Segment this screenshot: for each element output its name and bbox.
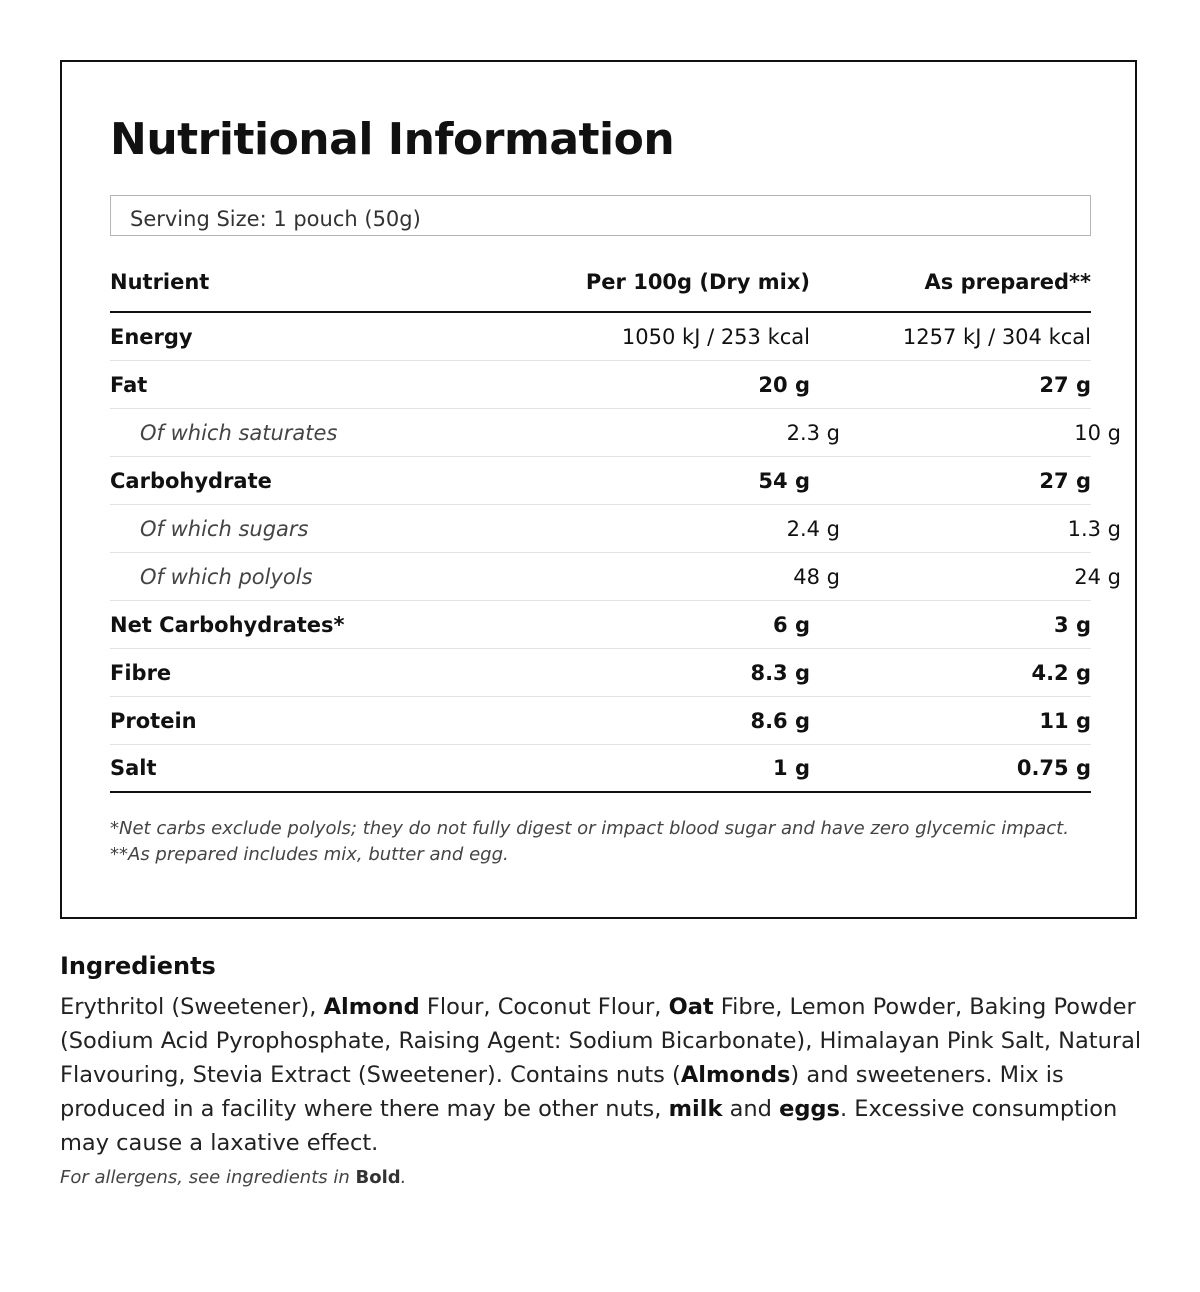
value-as-prepared: 27 g	[1039, 468, 1091, 493]
allergen-milk: milk	[668, 1096, 723, 1122]
table-row	[110, 361, 1091, 409]
value-dry-mix: 1 g	[773, 756, 810, 780]
table-row	[110, 745, 1091, 793]
value-dry-mix: 20 g	[758, 372, 810, 397]
nutrient-name: Of which sugars	[140, 516, 309, 541]
nutrient-name: Of which polyols	[140, 564, 313, 589]
value-as-prepared: 10 g	[1074, 420, 1121, 445]
serving-size-box: Serving Size: 1 pouch (50g)	[110, 195, 1091, 236]
value-dry-mix: 8.3 g	[750, 660, 810, 685]
allergen-eggs: eggs	[779, 1096, 840, 1122]
value-as-prepared: 4.2 g	[1031, 660, 1091, 685]
table-row	[110, 649, 1091, 697]
allergen-almonds: Almonds	[680, 1062, 791, 1088]
ingredients-segment: and	[722, 1096, 780, 1122]
column-header-dry-mix: Per 100g (Dry mix)	[585, 269, 810, 294]
ingredients-segment: Flour, Coconut Flour,	[419, 994, 669, 1020]
allergen-note-prefix: For allergens, see ingredients in	[60, 1167, 356, 1188]
nutrient-name: Of which saturates	[140, 420, 338, 445]
allergen-note	[60, 1167, 406, 1188]
value-dry-mix: 1050 kJ / 253 kcal	[621, 324, 810, 349]
nutrient-name: Fibre	[110, 660, 172, 685]
nutrient-name: Fat	[110, 372, 148, 397]
footnote: *Net carbs exclude polyols; they do not fully digest or impact blood sugar and have zero glycemic impact. **As prepared includes mix, butter and egg.	[110, 818, 1069, 865]
value-as-prepared: 11 g	[1039, 708, 1091, 733]
allergen-note-suffix: .	[400, 1167, 407, 1188]
allergen-almond: Almond	[323, 994, 420, 1020]
nutrient-name: Net Carbohydrates*	[110, 612, 345, 637]
ingredients-text	[60, 990, 1145, 1160]
value-as-prepared: 27 g	[1039, 372, 1091, 397]
column-header-nutrient: Nutrient	[110, 269, 210, 294]
table-row	[110, 601, 1091, 649]
value-as-prepared: 1257 kJ / 304 kcal	[902, 324, 1091, 349]
value-as-prepared: 1.3 g	[1067, 516, 1121, 541]
value-as-prepared: 0.75 g	[1016, 756, 1091, 780]
table-row	[110, 505, 1121, 553]
value-dry-mix: 2.3 g	[786, 420, 840, 445]
table-row	[110, 553, 1121, 601]
value-dry-mix: 48 g	[793, 564, 840, 589]
table-row	[110, 457, 1091, 505]
ingredients-segment: ) and sweeteners. Mix is produced in a facility where there may be other nuts,	[60, 1062, 1064, 1122]
value-as-prepared: 24 g	[1074, 564, 1121, 589]
nutrition-panel	[60, 60, 1137, 919]
ingredients-segment: Erythritol (Sweetener),	[60, 994, 324, 1020]
value-dry-mix: 2.4 g	[786, 516, 840, 541]
allergen-note-bold: Bold	[355, 1167, 401, 1188]
table-row	[110, 697, 1091, 745]
allergen-oat: Oat	[668, 994, 714, 1020]
ingredients-segment: Fibre, Lemon Powder, Baking Powder (Sodium Acid Pyrophosphate, Raising Agent: Sodium Bicarbonate), Himalayan Pink Salt, Natural Flavouring, Stevia Extract (Sweetener). Contains nuts (	[60, 994, 1142, 1088]
value-as-prepared: 3 g	[1054, 612, 1091, 637]
ingredients-heading: Ingredients	[60, 952, 216, 980]
value-dry-mix: 54 g	[758, 468, 810, 493]
nutrient-name: Energy	[110, 324, 193, 349]
value-dry-mix: 6 g	[773, 612, 810, 637]
nutrition-table	[110, 252, 1121, 793]
table-row	[110, 313, 1091, 361]
nutrient-name: Carbohydrate	[110, 468, 272, 493]
nutrient-name: Salt	[110, 756, 157, 780]
table-row	[110, 409, 1121, 457]
value-dry-mix: 8.6 g	[750, 708, 810, 733]
column-header-as-prepared: As prepared**	[924, 269, 1091, 294]
ingredients-segment: . Excessive consumption may cause a laxative effect.	[60, 1096, 1118, 1156]
table-header	[110, 252, 1091, 313]
nutrient-name: Protein	[110, 708, 197, 733]
page-title: Nutritional Information	[110, 114, 675, 165]
